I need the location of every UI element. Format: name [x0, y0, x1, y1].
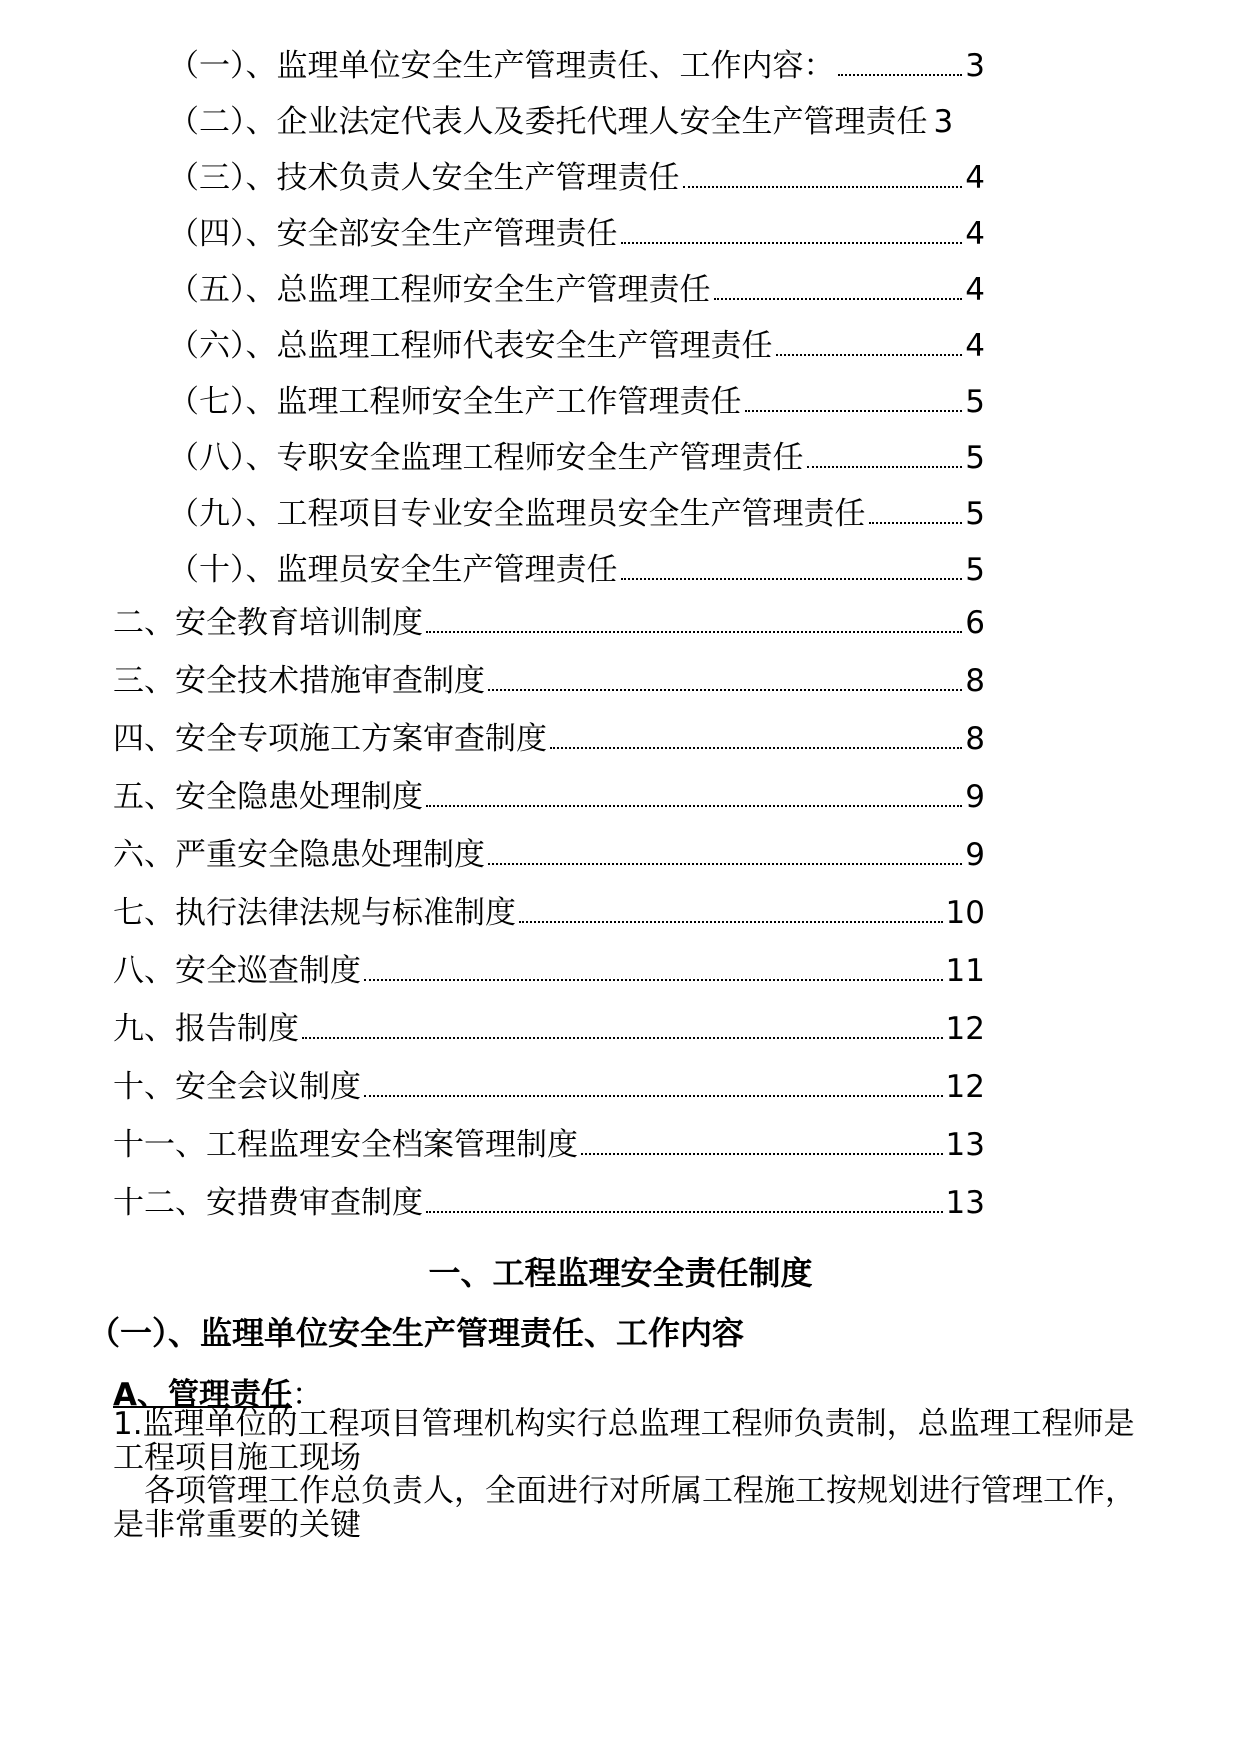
toc-leader-dots [364, 979, 943, 981]
toc-leader-dots [426, 805, 962, 807]
toc-entry-page: 6 [965, 605, 985, 641]
toc-leader-dots [550, 747, 962, 749]
toc-entry-main-9[interactable] [113, 1009, 985, 1049]
toc-entry-label: （二）、企业法定代表人及委托代理人安全生产管理责任 [168, 104, 928, 140]
toc-entry-page: 3 [965, 48, 985, 84]
toc-leader-dots [621, 242, 963, 244]
toc-entry-main-3[interactable] [113, 661, 985, 701]
toc-entry-sub-3[interactable] [168, 158, 985, 198]
toc-entry-label: 三、安全技术措施审查制度 [113, 663, 485, 699]
toc-entry-page: 4 [965, 272, 985, 308]
toc-entry-sub-1[interactable] [168, 46, 985, 86]
toc-leader-dots [488, 863, 962, 865]
toc-entry-label: （四）、安全部安全生产管理责任 [168, 216, 618, 252]
toc-entry-label: （十）、监理员安全生产管理责任 [168, 552, 618, 588]
subsection-title: A、管理责任 [113, 1377, 292, 1413]
toc-entry-page: 4 [965, 216, 985, 252]
toc-entry-page: 12 [945, 1011, 985, 1047]
toc-leader-dots [426, 631, 962, 633]
toc-leader-dots [621, 578, 963, 580]
toc-entry-sub-6[interactable] [168, 326, 985, 366]
toc-leader-dots [364, 1095, 943, 1097]
toc-entry-label: （八）、专职安全监理工程师安全生产管理责任 [168, 440, 804, 476]
toc-leader-dots [745, 410, 963, 412]
toc-entry-label: 八、安全巡查制度 [113, 953, 361, 989]
toc-leader-dots [776, 354, 963, 356]
toc-leader-dots [488, 689, 962, 691]
toc-leader-dots [869, 522, 963, 524]
toc-entry-page: 4 [965, 328, 985, 364]
toc-entry-page: 3 [933, 104, 954, 140]
toc-entry-page: 9 [965, 837, 985, 873]
toc-entry-page: 5 [965, 384, 985, 420]
toc-entry-page: 11 [945, 953, 985, 989]
toc-entry-main-7[interactable] [113, 893, 985, 933]
toc-leader-dots [838, 74, 963, 76]
toc-entry-sub-5[interactable] [168, 270, 985, 310]
toc-entry-sub-10[interactable] [168, 550, 985, 590]
toc-entry-label: 十一、工程监理安全档案管理制度 [113, 1127, 578, 1163]
toc-entry-main-12[interactable] [113, 1183, 985, 1223]
section-title: （一）、监理单位安全生产管理责任、工作内容 [88, 1314, 745, 1352]
toc-entry-label: 六、严重安全隐患处理制度 [113, 837, 485, 873]
toc-entry-sub-7[interactable] [168, 382, 985, 422]
toc-entry-label: 二、安全教育培训制度 [113, 605, 423, 641]
toc-entry-main-8[interactable] [113, 951, 985, 991]
toc-entry-page: 4 [965, 160, 985, 196]
subsection-colon: ： [292, 1377, 323, 1413]
toc-entry-page: 8 [965, 663, 985, 699]
toc-entry-main-10[interactable] [113, 1067, 985, 1107]
toc-leader-dots [581, 1153, 943, 1155]
toc-entry-sub-4[interactable] [168, 214, 985, 254]
chapter-title: 一、工程监理安全责任制度 [428, 1254, 813, 1292]
toc-entry-main-6[interactable] [113, 835, 985, 875]
toc-entry-main-11[interactable] [113, 1125, 985, 1165]
toc-entry-page: 5 [965, 440, 985, 476]
toc-entry-label: 十二、安措费审查制度 [113, 1185, 423, 1221]
toc-entry-label: （七）、监理工程师安全生产工作管理责任 [168, 384, 742, 420]
toc-entry-page: 12 [945, 1069, 985, 1105]
toc-entry-page: 13 [945, 1127, 985, 1163]
toc-entry-page: 5 [965, 496, 985, 532]
toc-entry-label: （一）、监理单位安全生产管理责任、工作内容： [168, 48, 835, 84]
toc-entry-label: 四、安全专项施工方案审查制度 [113, 721, 547, 757]
toc-leader-dots [714, 298, 963, 300]
toc-entry-page: 13 [945, 1185, 985, 1221]
toc-entry-sub-2[interactable] [168, 102, 954, 142]
toc-entry-page: 5 [965, 552, 985, 588]
toc-entry-label: （五）、总监理工程师安全生产管理责任 [168, 272, 711, 308]
toc-entry-main-5[interactable] [113, 777, 985, 817]
toc-entry-label: 七、执行法律法规与标准制度 [113, 895, 516, 931]
toc-entry-sub-9[interactable] [168, 494, 985, 534]
toc-entry-page: 10 [945, 895, 985, 931]
toc-leader-dots [807, 466, 963, 468]
toc-leader-dots [426, 1211, 943, 1213]
toc-entry-label: （六）、总监理工程师代表安全生产管理责任 [168, 328, 773, 364]
toc-entry-label: 九、报告制度 [113, 1011, 299, 1047]
toc-entry-page: 8 [965, 721, 985, 757]
toc-leader-dots [519, 921, 943, 923]
toc-entry-label: 十、安全会议制度 [113, 1069, 361, 1105]
toc-leader-dots [302, 1037, 943, 1039]
toc-leader-dots [683, 186, 963, 188]
toc-entry-label: （三）、技术负责人安全生产管理责任 [168, 160, 680, 196]
toc-entry-page: 9 [965, 779, 985, 815]
toc-entry-label: （九）、工程项目专业安全监理员安全生产管理责任 [168, 496, 866, 532]
toc-entry-main-2[interactable] [113, 603, 985, 643]
toc-entry-sub-8[interactable] [168, 438, 985, 478]
body-paragraph-1: 1.监理单位的工程项目管理机构实行总监理工程师负责制，总监理工程师是工程项目施工现场 [113, 1406, 1135, 1476]
toc-entry-main-4[interactable] [113, 719, 985, 759]
toc-entry-label: 五、安全隐患处理制度 [113, 779, 423, 815]
body-paragraph-2: 各项管理工作总负责人，全面进行对所属工程施工按规划进行管理工作，是非常重要的关键 [113, 1473, 1136, 1543]
